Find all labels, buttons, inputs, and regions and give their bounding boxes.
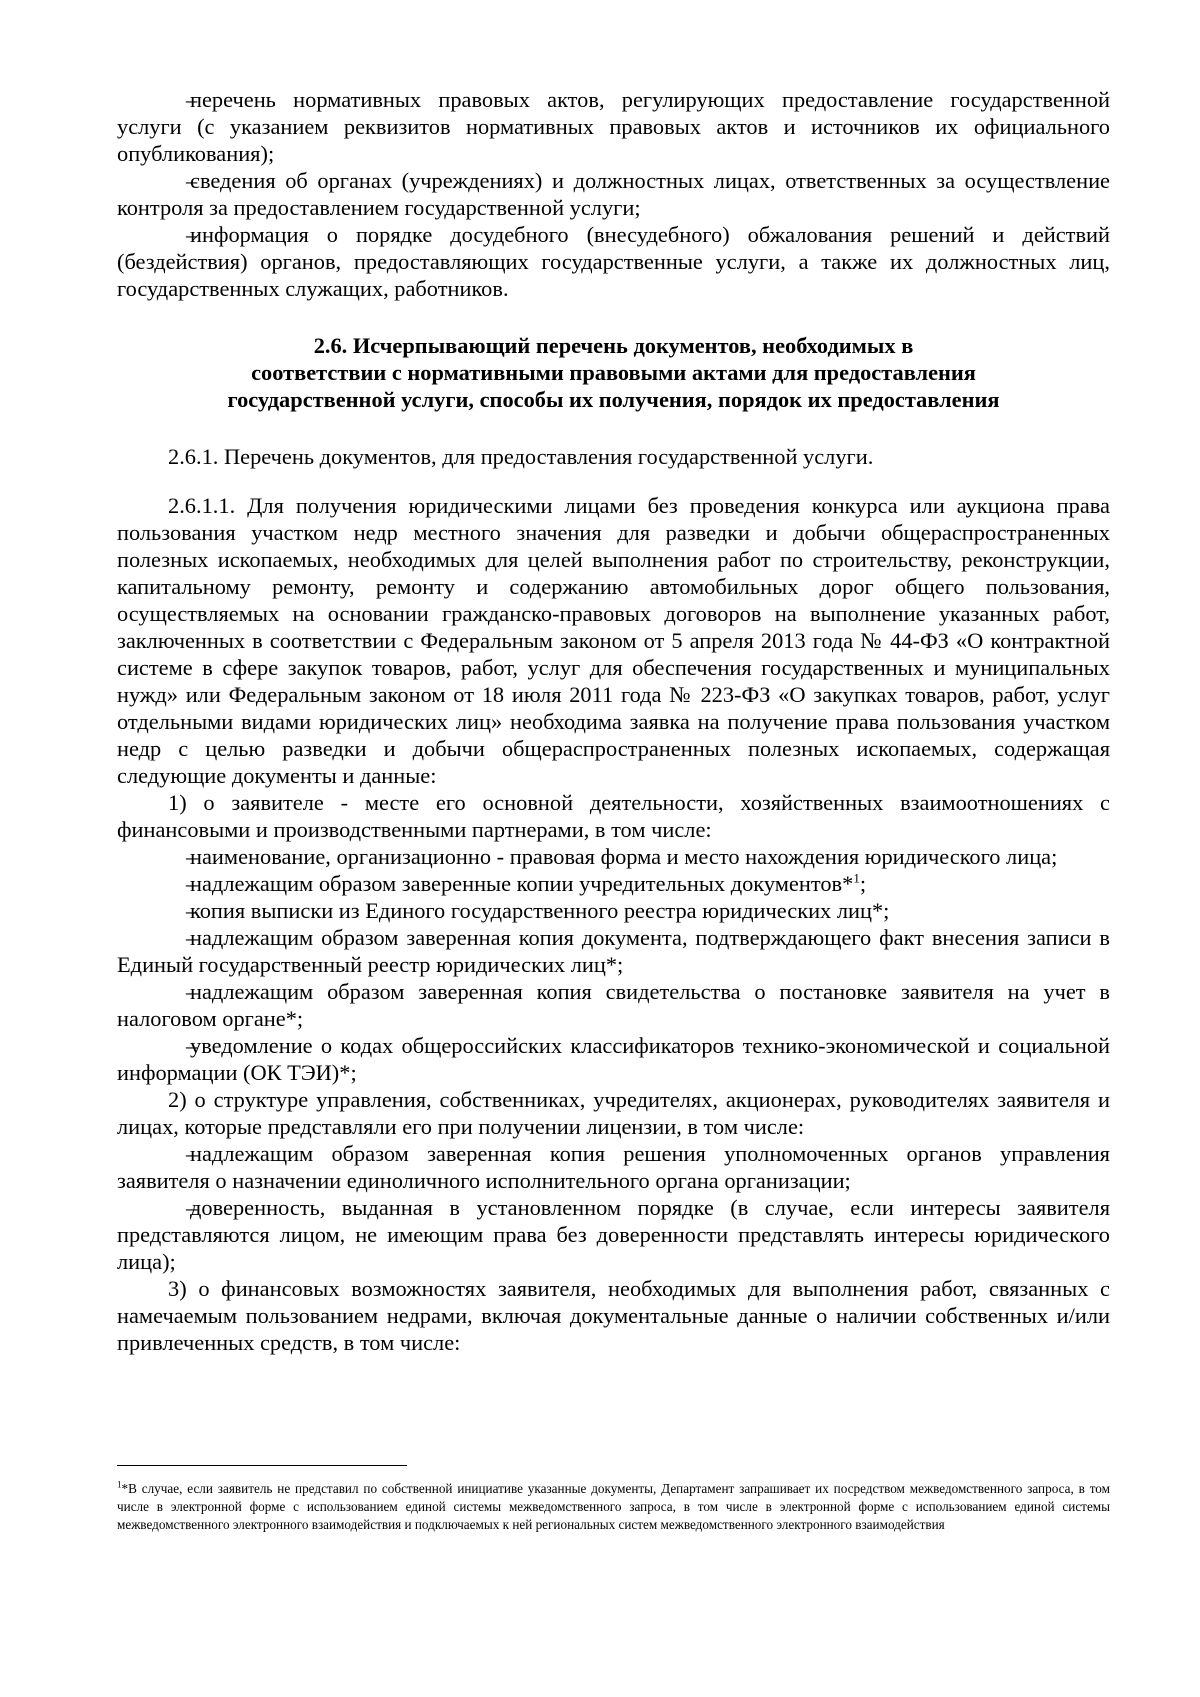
list-item: – надлежащим образом заверенная копия решения уполномоченных органов управления заявителя о назначении единоличного исполнительного органа организации;: [117, 1140, 1110, 1194]
numbered-item-1: 1) о заявителе - месте его основной деятельности, хозяйственных взаимоотношениях с финансовыми и производственными партнерами, в том числе:: [117, 790, 1110, 842]
footnote: [117, 1480, 1110, 1534]
list-item: – уведомление о кодах общероссийских классификаторов технико-экономической и социальной информации (ОК ТЭИ)*;: [117, 1032, 1110, 1086]
list-item: [117, 870, 1110, 897]
list-item: – доверенность, выданная в установленном порядке (в случае, если интересы заявителя представляются лицом, не имеющим права без доверенности представлять интересы юридического лица);: [117, 1194, 1110, 1275]
heading-line: государственной услуги, способы их получения, порядок их предоставления: [227, 387, 1000, 412]
list-item: – перечень нормативных правовых актов, регулирующих предоставление государственной услуги (с указанием реквизитов нормативных правовых актов и источников их официального опубликования);: [117, 86, 1110, 167]
heading-line: 2.6. Исчерпывающий перечень документов, необходимых в: [313, 333, 914, 358]
numbered-item-2: 2) о структуре управления, собственниках, учредителях, акционерах, руководителях заявителя и лицах, которые представляли его при получении лицензии, в том числе:: [117, 1087, 1110, 1139]
list-item: – надлежащим образом заверенная копия свидетельства о постановке заявителя на учет в налоговом органе*;: [117, 978, 1110, 1032]
list-item-tail: ;: [859, 871, 867, 896]
list-item: – сведения об органах (учреждениях) и должностных лицах, ответственных за осуществление контроля за предоставлением государственной услуги;: [117, 167, 1110, 221]
footnote-divider: [117, 1465, 407, 1466]
numbered-item-3: 3) о финансовых возможностях заявителя, необходимых для выполнения работ, связанных с намечаемым пользованием недрами, включая документальные данные о наличии собственных и/или привлеченных средств, в том числе:: [117, 1276, 1110, 1355]
paragraph-2-6-1: 2.6.1. Перечень документов, для предоставления государственной услуги.: [168, 444, 874, 469]
footnote-text: *В случае, если заявитель не представил по собственной инициативе указанные документы, Департамент запрашивает их посредством межведомственного запроса, в том числе в электронной форме с использованием единой системы межведомственного запроса, в том числе в электронной форме с использованием единой системы межведомственного электронного взаимодействия и подключаемых к ней региональных систем межведомственного электронного взаимодействия: [117, 1481, 1110, 1532]
list-item-text: надлежащим образом заверенные копии учредительных документов*: [190, 871, 854, 896]
footnote-mark: 1: [117, 1479, 122, 1490]
heading-line: соответствии с нормативными правовыми актами для предоставления: [251, 360, 976, 385]
footnote-ref: 1: [853, 870, 860, 886]
list-item: – информация о порядке досудебного (внесудебного) обжалования решений и действий (бездействия) органов, предоставляющих государственные услуги, а также их должностных лиц, государственных служащих, работников.: [117, 221, 1110, 302]
paragraph-2-6-1-1: 2.6.1.1. Для получения юридическими лицами без проведения конкурса или аукциона права пользования участком недр местного значения для разведки и добычи общераспространенных полезных ископаемых, необходимых для целей выполнения работ по строительству, реконструкции, капитальному ремонту, ремонту и содержанию автомобильных дорог общего пользования, осуществляемых на основании гражданско-правовых договоров на выполнение указанных работ, заключенных в соответствии с Федеральным законом от 5 апреля 2013 года № 44-ФЗ «О контрактной системе в сфере закупок товаров, работ, услуг для обеспечения государственных и муниципальных нужд» или Федеральным законом от 18 июля 2011 года № 223-ФЗ «О закупках товаров, работ, услуг отдельными видами юридических лиц» необходима заявка на получение права пользования участком недр с целью разведки и добычи общераспространенных полезных ископаемых, содержащая следующие документы и данные:: [117, 493, 1110, 788]
list-item: – копия выписки из Единого государственного реестра юридических лиц*;: [117, 897, 1110, 924]
list-item: – наименование, организационно - правовая форма и место нахождения юридического лица;: [117, 843, 1110, 870]
section-heading: [117, 332, 1110, 413]
document-body: [117, 86, 1110, 1356]
list-item: – надлежащим образом заверенная копия документа, подтверждающего факт внесения записи в Единый государственный реестр юридических лиц*;: [117, 924, 1110, 978]
